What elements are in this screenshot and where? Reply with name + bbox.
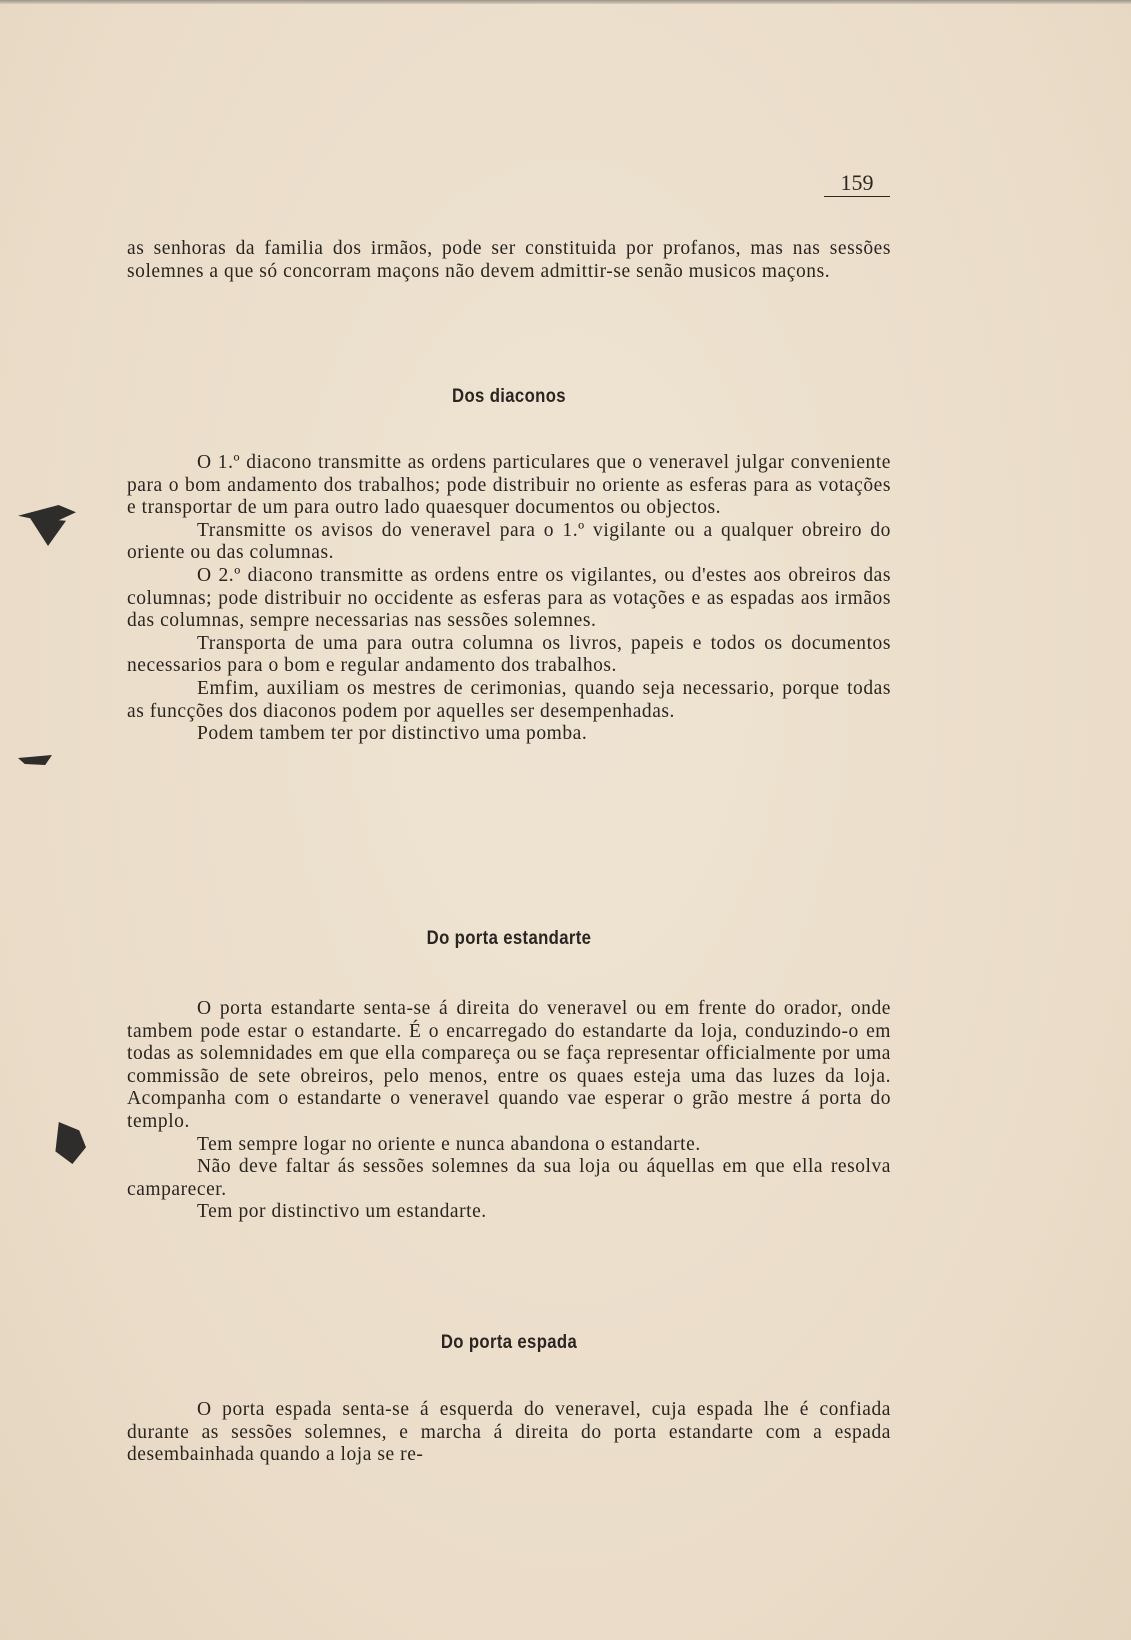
paragraph: Não deve faltar ás sessões solemnes da sua loja ou áquellas em que ella resolva camparecer. [127,1156,891,1200]
page-number: 159 [824,170,890,197]
paragraph: Emfim, auxiliam os mestres de cerimonias, quando seja necessario, porque todas as funcções dos diaconos podem por aquelles ser desempenhadas. [127,677,891,722]
paragraph: Transporta de uma para outra columna os livros, papeis e todos os documentos necessarios para o bom e regular andamento dos trabalhos. [127,632,891,677]
section-body-diaconos [127,452,891,746]
paragraph: Tem sempre logar no oriente e nunca abandona o estandarte. [197,1133,701,1155]
section-body-porta-espada [127,1399,891,1467]
paragraph: Podem tambem ter por distinctivo uma pomba. [197,723,588,745]
margin-ink-mark [18,755,52,765]
section-heading-porta-espada: Do porta espada [440,1332,578,1353]
paragraph: O 1.º diacono transmitte as ordens particulares que o veneravel julgar conveniente para o bom andamento dos trabalhos; pode distribuir no oriente as esferas para as votações e transportar de um para outro lado quaesquer documentos ou objectos. [127,452,891,519]
paragraph: as senhoras da familia dos irmãos, pode ser constituida por profanos, mas nas sessões solemnes a que só concorram maçons não devem admittir-se senão musicos maçons. [127,238,891,282]
section-body-porta-estandarte [127,998,891,1224]
page-top-edge [0,0,1131,4]
intro-block [127,238,891,283]
section-heading-porta-estandarte: Do porta estandarte [426,928,592,949]
paragraph: O porta espada senta-se á esquerda do veneravel, cuja espada lhe é confiada durante as sessões solemnes, e marcha á direita do porta estandarte com a espada desembainhada quando a loja se re- [127,1399,891,1466]
paragraph: O porta estandarte senta-se á direita do veneravel ou em frente do orador, onde tambem pode estar o estandarte. É o encarregado do estandarte da loja, conduzindo-o em todas as solemnidades em que ella compareça ou se faça representar officialmente por uma commissão de sete obreiros, pelo menos, entre os quaes esteja uma das luzes da loja. Acompanha com o estandarte o veneravel quando vae esperar o grão mestre á porta do templo. [127,998,891,1132]
section-heading-diaconos: Dos diaconos [452,386,566,407]
paragraph: Tem por distinctivo um estandarte. [197,1201,487,1223]
paragraph: Transmitte os avisos do veneravel para o 1.º vigilante ou a qualquer obreiro do oriente ou das columnas. [127,519,891,564]
paragraph: O 2.º diacono transmitte as ordens entre os vigilantes, ou d'estes aos obreiros das columnas; pode distribuir no occidente as esferas para as votações e as espadas aos irmãos das columnas, sempre necessarias nas sessões solemnes. [127,564,891,632]
margin-ink-mark [52,1122,86,1164]
margin-ink-mark [30,518,66,546]
